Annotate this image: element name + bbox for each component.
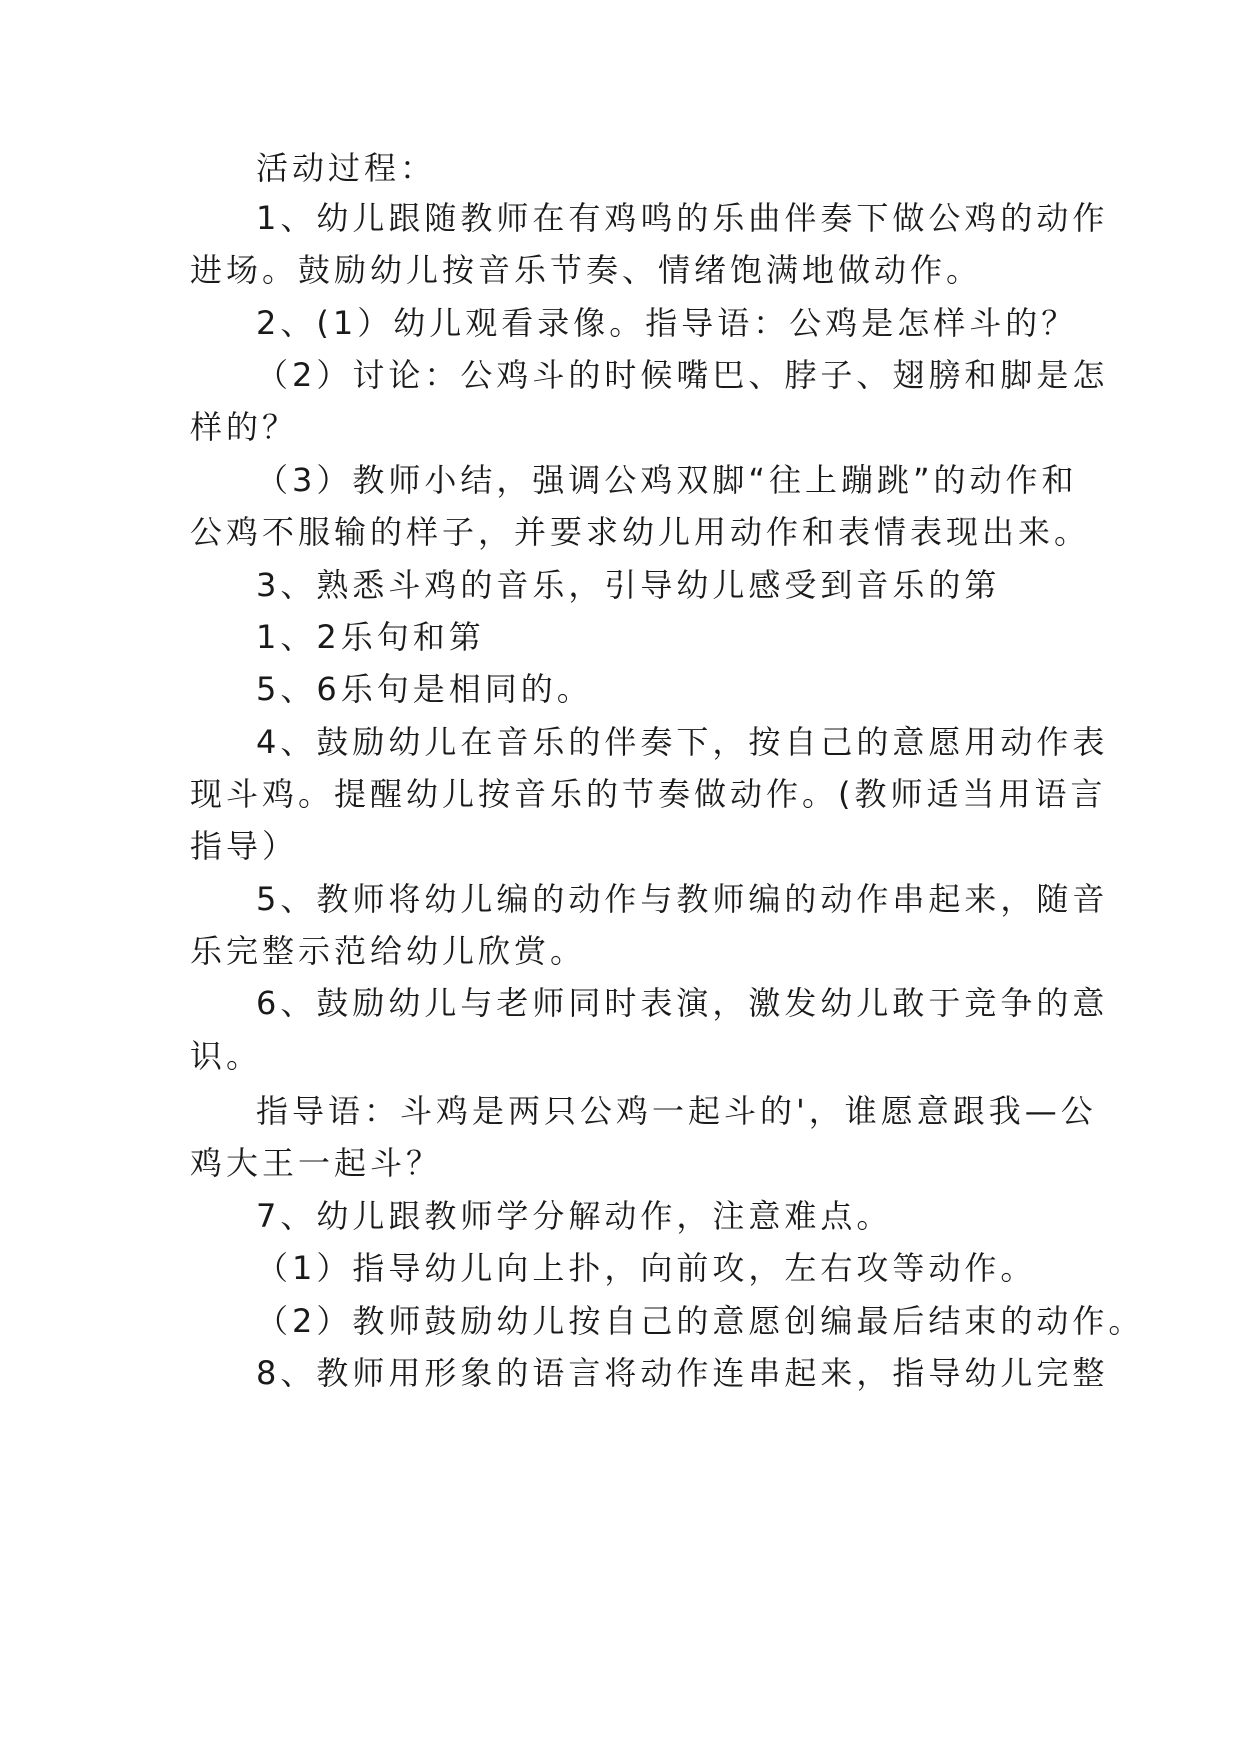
paragraph-line: 5、教师将幼儿编的动作与教师编的动作串起来，随音 [256, 880, 1109, 918]
section-heading: 活动过程： [256, 149, 437, 187]
paragraph-line: 样的？ [190, 408, 299, 446]
paragraph-line: 1、2乐句和第 [256, 618, 485, 656]
paragraph-line: 6、鼓励幼儿与老师同时表演，激发幼儿敢于竞争的意 [256, 984, 1109, 1022]
paragraph-line: 指导语：斗鸡是两只公鸡一起斗的'，谁愿意跟我—公 [256, 1092, 1097, 1130]
paragraph-line: 5、6乐句是相同的。 [256, 670, 593, 708]
paragraph-line: 乐完整示范给幼儿欣赏。 [190, 932, 587, 970]
paragraph-line: 进场。鼓励幼儿按音乐节奏、情绪饱满地做动作。 [190, 251, 983, 289]
paragraph-line: 2、(1）幼儿观看录像。指导语：公鸡是怎样斗的？ [256, 304, 1078, 342]
paragraph-line: 指导） [190, 827, 299, 865]
paragraph-line: 公鸡不服输的样子，并要求幼儿用动作和表情表现出来。 [190, 513, 1091, 551]
paragraph-line: 8、教师用形象的语言将动作连串起来，指导幼儿完整 [256, 1354, 1109, 1392]
paragraph-line: 鸡大王一起斗？ [190, 1144, 443, 1182]
paragraph-line: 现斗鸡。提醒幼儿按音乐的节奏做动作。(教师适当用语言 [190, 775, 1107, 813]
paragraph-line: 3、熟悉斗鸡的音乐，引导幼儿感受到音乐的第 [256, 566, 1001, 604]
paragraph-line: （3）教师小结，强调公鸡双脚“往上蹦跳”的动作和 [256, 461, 1078, 499]
paragraph-line: 1、幼儿跟随教师在有鸡鸣的乐曲伴奏下做公鸡的动作 [256, 199, 1109, 237]
paragraph-line: （2）教师鼓励幼儿按自己的意愿创编最后结束的动作。 [256, 1302, 1145, 1340]
paragraph-line: （2）讨论：公鸡斗的时候嘴巴、脖子、翅膀和脚是怎 [256, 356, 1109, 394]
paragraph-line: 识。 [190, 1037, 263, 1075]
paragraph-line: （1）指导幼儿向上扑，向前攻，左右攻等动作。 [256, 1249, 1037, 1287]
paragraph-line: 7、幼儿跟教师学分解动作，注意难点。 [256, 1197, 893, 1235]
paragraph-line: 4、鼓励幼儿在音乐的伴奏下，按自己的意愿用动作表 [256, 723, 1109, 761]
